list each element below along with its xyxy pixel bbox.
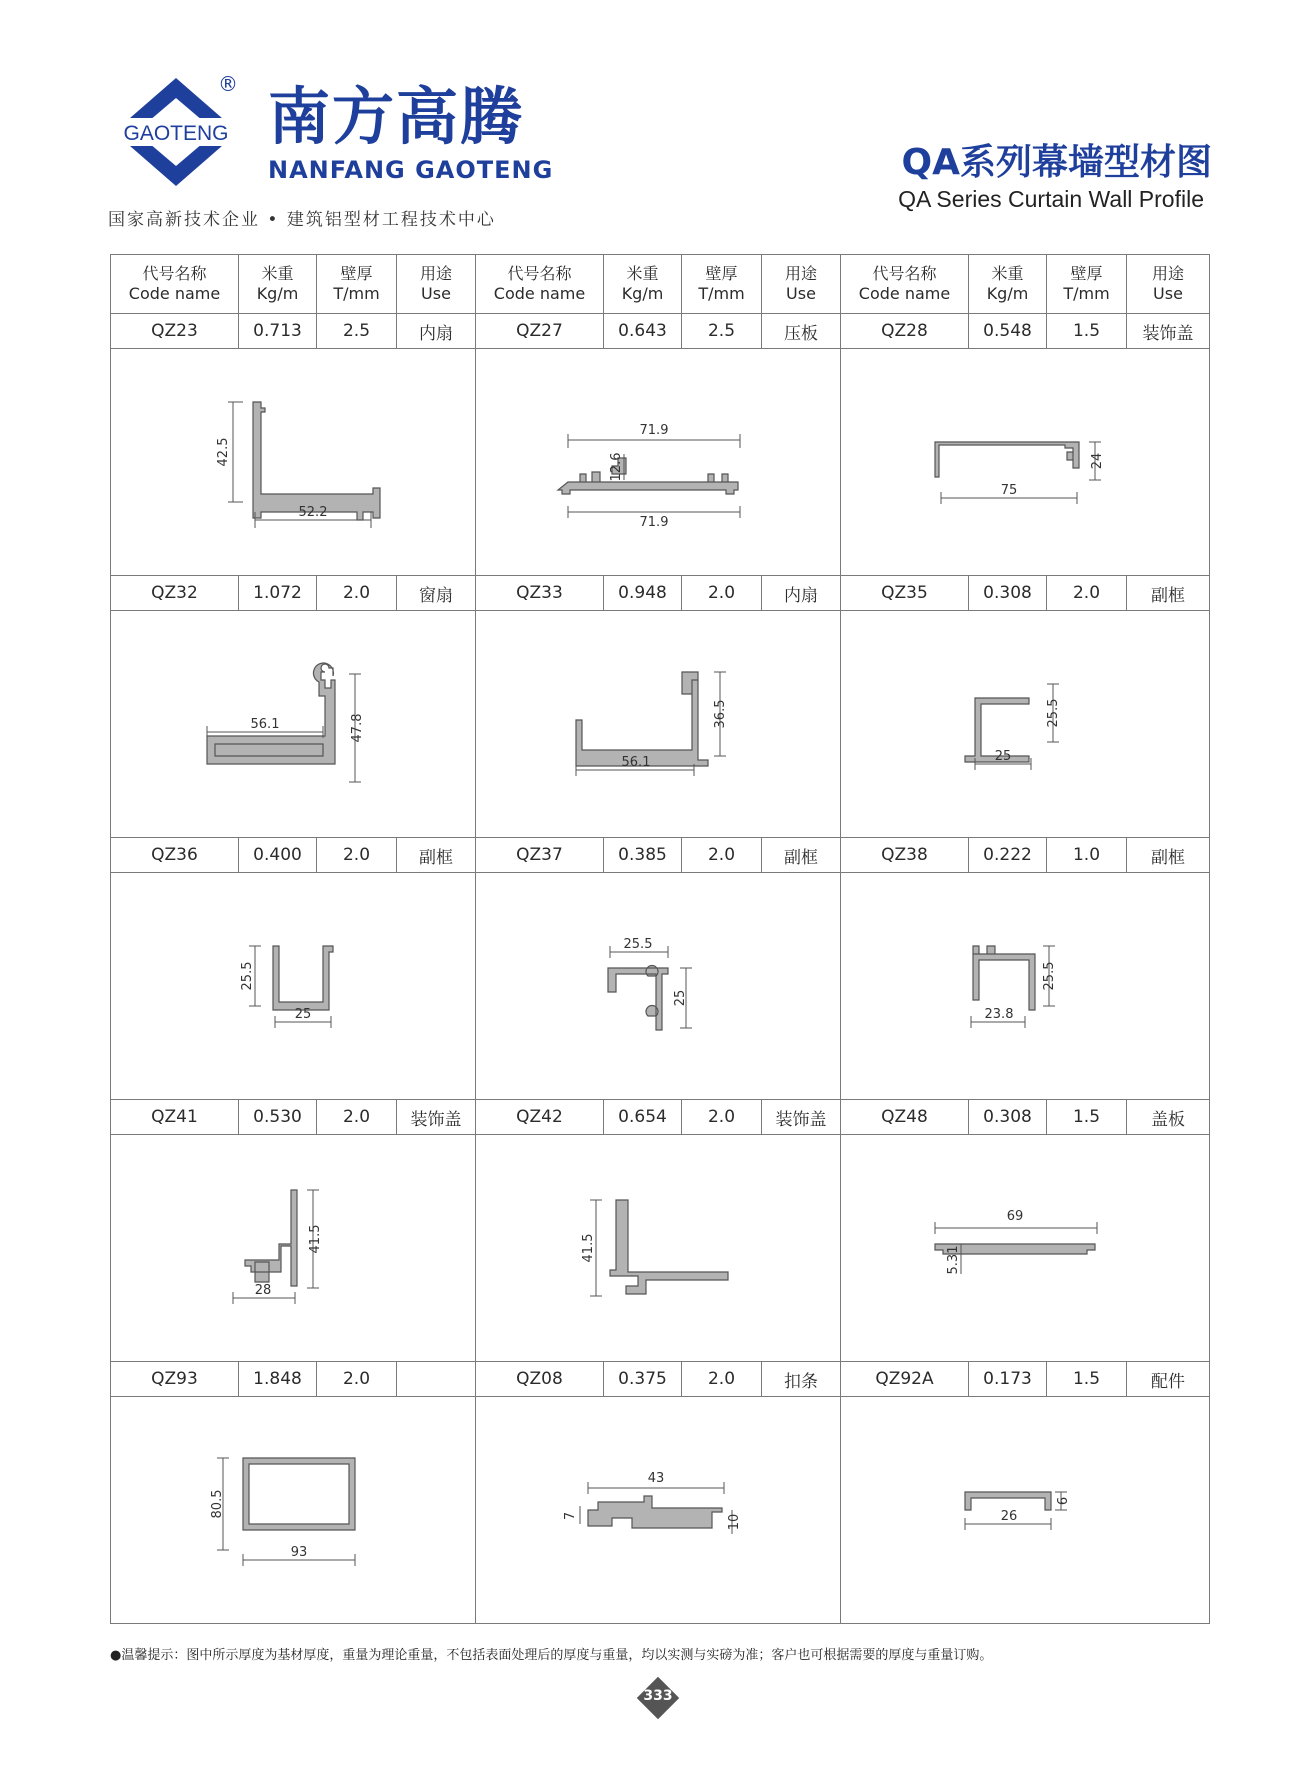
- use-cell: 内扇: [762, 576, 841, 611]
- code-cell: QZ42: [476, 1100, 604, 1135]
- header-weight: 米重 Kg/m: [239, 255, 317, 314]
- profile-drawing-icon: [123, 1410, 463, 1610]
- profile-drawing-row: [111, 611, 1210, 838]
- dimension-label: 25.5: [240, 961, 255, 991]
- thickness-cell: 2.0: [317, 1100, 397, 1135]
- weight-cell: 0.548: [969, 314, 1047, 349]
- header-code: 代号名称 Code name: [111, 255, 239, 314]
- header-thickness: 壁厚 T/mm: [1047, 255, 1127, 314]
- profile-drawing-icon: [855, 624, 1195, 824]
- dimension-label: 71.9: [639, 423, 669, 438]
- profile-drawing-row: [111, 1397, 1210, 1624]
- thickness-cell: 1.5: [1047, 1362, 1127, 1397]
- use-cell: 盖板: [1127, 1100, 1210, 1135]
- dimension-label: 12.6: [609, 452, 624, 482]
- profile-drawing-cell: [476, 1135, 841, 1362]
- dimension-label: 36.5: [713, 699, 728, 729]
- weight-cell: 0.713: [239, 314, 317, 349]
- weight-cell: 0.308: [969, 1100, 1047, 1135]
- header-use: 用途 Use: [1127, 255, 1210, 314]
- code-cell: QZ38: [841, 838, 969, 873]
- profile-drawing-icon: [488, 362, 828, 562]
- dimension-label: 6: [1056, 1496, 1071, 1506]
- thickness-cell: 1.5: [1047, 1100, 1127, 1135]
- use-cell: 内扇: [397, 314, 476, 349]
- page-number: 333: [643, 1688, 673, 1704]
- footnote: ●温馨提示：图中所示厚度为基材厚度，重量为理论重量，不包括表面处理后的厚度与重量，均以实测与实磅为准；客户也可根据需要的厚度与重量订购。: [110, 1648, 993, 1663]
- profile-drawing-icon: [855, 886, 1195, 1086]
- profile-drawing-icon: [488, 1148, 828, 1348]
- brand-tagline: 国家高新技术企业 • 建筑铝型材工程技术中心: [108, 210, 496, 230]
- code-cell: QZ08: [476, 1362, 604, 1397]
- weight-cell: 0.375: [604, 1362, 682, 1397]
- profile-drawing-icon: [855, 362, 1195, 562]
- dimension-label: 25.5: [1042, 961, 1057, 991]
- profile-drawing-icon: [855, 1410, 1195, 1610]
- dimension-label: 24: [1090, 452, 1105, 470]
- table-row: [111, 314, 1210, 349]
- use-cell: 窗扇: [397, 576, 476, 611]
- profile-drawing-cell: [111, 873, 476, 1100]
- logo-text: GAOTENG: [123, 122, 229, 145]
- weight-cell: 0.222: [969, 838, 1047, 873]
- dimension-label: 10: [727, 1513, 742, 1531]
- registered-mark: ®: [218, 72, 238, 96]
- table-row: [111, 838, 1210, 873]
- thickness-cell: 1.0: [1047, 838, 1127, 873]
- profile-drawing-cell: [111, 349, 476, 576]
- thickness-cell: 2.5: [317, 314, 397, 349]
- header-thickness: 壁厚 T/mm: [682, 255, 762, 314]
- profile-drawing-row: [111, 873, 1210, 1100]
- code-cell: QZ41: [111, 1100, 239, 1135]
- dimension-label: 25.5: [623, 937, 653, 952]
- code-cell: QZ23: [111, 314, 239, 349]
- weight-cell: 1.072: [239, 576, 317, 611]
- thickness-cell: 2.5: [682, 314, 762, 349]
- dimension-label: 25: [994, 749, 1012, 764]
- code-cell: QZ35: [841, 576, 969, 611]
- page-title-cn: QA系列幕墙型材图: [901, 142, 1212, 183]
- code-cell: QZ32: [111, 576, 239, 611]
- profile-drawing-cell: [841, 873, 1210, 1100]
- dimension-label: 23.8: [984, 1007, 1014, 1022]
- dimension-label: 52.2: [298, 505, 328, 520]
- page-title-en: QA Series Curtain Wall Profile: [898, 186, 1204, 212]
- code-cell: QZ36: [111, 838, 239, 873]
- code-cell: QZ28: [841, 314, 969, 349]
- profile-drawing-cell: [841, 1135, 1210, 1362]
- weight-cell: 0.173: [969, 1362, 1047, 1397]
- dimension-label: 25.5: [1046, 698, 1061, 728]
- use-cell: 副框: [762, 838, 841, 873]
- dimension-label: 25: [294, 1007, 312, 1022]
- dimension-label: 71.9: [639, 515, 669, 530]
- code-cell: QZ92A: [841, 1362, 969, 1397]
- thickness-cell: 2.0: [682, 1100, 762, 1135]
- thickness-cell: 2.0: [1047, 576, 1127, 611]
- thickness-cell: 2.0: [317, 576, 397, 611]
- header-code: 代号名称 Code name: [476, 255, 604, 314]
- profile-drawing-cell: [476, 1397, 841, 1624]
- use-cell: [397, 1362, 476, 1397]
- use-cell: 配件: [1127, 1362, 1210, 1397]
- brand-name-cn: 南方高腾: [268, 80, 525, 153]
- header-use: 用途 Use: [762, 255, 841, 314]
- profile-drawing-icon: [488, 886, 828, 1086]
- dimension-label: 47.8: [350, 713, 365, 743]
- code-cell: QZ33: [476, 576, 604, 611]
- weight-cell: 1.848: [239, 1362, 317, 1397]
- profile-drawing-icon: [855, 1148, 1195, 1348]
- use-cell: 压板: [762, 314, 841, 349]
- header-weight: 米重 Kg/m: [604, 255, 682, 314]
- code-cell: QZ27: [476, 314, 604, 349]
- profile-drawing-cell: [111, 611, 476, 838]
- weight-cell: 0.643: [604, 314, 682, 349]
- header-code: 代号名称 Code name: [841, 255, 969, 314]
- table-row: [111, 1100, 1210, 1135]
- dimension-label: 56.1: [621, 755, 651, 770]
- profile-drawing-cell: [841, 349, 1210, 576]
- profile-drawing-cell: [476, 349, 841, 576]
- code-cell: QZ93: [111, 1362, 239, 1397]
- profile-drawing-cell: [841, 611, 1210, 838]
- use-cell: 副框: [397, 838, 476, 873]
- thickness-cell: 2.0: [682, 576, 762, 611]
- table-row: [111, 1362, 1210, 1397]
- dimension-label: 56.1: [250, 717, 280, 732]
- dimension-label: 75: [1000, 483, 1018, 498]
- profile-table: [110, 254, 1210, 1624]
- profile-drawing-cell: [476, 873, 841, 1100]
- profile-drawing-cell: [111, 1397, 476, 1624]
- use-cell: 副框: [1127, 576, 1210, 611]
- dimension-label: 80.5: [210, 1489, 225, 1519]
- weight-cell: 0.948: [604, 576, 682, 611]
- profile-drawing-icon: [488, 1410, 828, 1610]
- dimension-label: 41.5: [581, 1233, 596, 1263]
- use-cell: 装饰盖: [397, 1100, 476, 1135]
- profile-drawing-row: [111, 349, 1210, 576]
- profile-drawing-cell: [111, 1135, 476, 1362]
- profile-drawing-icon: [123, 624, 463, 824]
- dimension-label: 25: [673, 989, 688, 1007]
- page-number-badge: [636, 1676, 680, 1720]
- dimension-label: 43: [647, 1471, 665, 1486]
- dimension-label: 41.5: [308, 1224, 323, 1254]
- profile-drawing-icon: [123, 886, 463, 1086]
- header-weight: 米重 Kg/m: [969, 255, 1047, 314]
- weight-cell: 0.308: [969, 576, 1047, 611]
- header-use: 用途 Use: [397, 255, 476, 314]
- table-header-row: [111, 255, 1210, 314]
- dimension-label: 28: [254, 1283, 272, 1298]
- weight-cell: 0.400: [239, 838, 317, 873]
- code-cell: QZ48: [841, 1100, 969, 1135]
- dimension-label: 26: [1000, 1509, 1018, 1524]
- weight-cell: 0.654: [604, 1100, 682, 1135]
- thickness-cell: 2.0: [317, 838, 397, 873]
- profile-drawing-icon: [488, 624, 828, 824]
- thickness-cell: 2.0: [317, 1362, 397, 1397]
- brand-name-en: NANFANG GAOTENG: [268, 156, 554, 184]
- profile-drawing-cell: [476, 611, 841, 838]
- dimension-label: 5.31: [946, 1245, 961, 1275]
- thickness-cell: 2.0: [682, 1362, 762, 1397]
- use-cell: 装饰盖: [1127, 314, 1210, 349]
- use-cell: 副框: [1127, 838, 1210, 873]
- profile-drawing-row: [111, 1135, 1210, 1362]
- dimension-label: 93: [290, 1545, 308, 1560]
- dimension-label: 7: [563, 1511, 578, 1521]
- use-cell: 装饰盖: [762, 1100, 841, 1135]
- profile-drawing-cell: [841, 1397, 1210, 1624]
- weight-cell: 0.530: [239, 1100, 317, 1135]
- weight-cell: 0.385: [604, 838, 682, 873]
- dimension-label: 42.5: [216, 437, 231, 467]
- table-row: [111, 576, 1210, 611]
- profile-drawing-icon: [123, 1148, 463, 1348]
- header-thickness: 壁厚 T/mm: [317, 255, 397, 314]
- use-cell: 扣条: [762, 1362, 841, 1397]
- profile-drawing-icon: [123, 362, 463, 562]
- code-cell: QZ37: [476, 838, 604, 873]
- thickness-cell: 2.0: [682, 838, 762, 873]
- dimension-label: 69: [1006, 1209, 1024, 1224]
- thickness-cell: 1.5: [1047, 314, 1127, 349]
